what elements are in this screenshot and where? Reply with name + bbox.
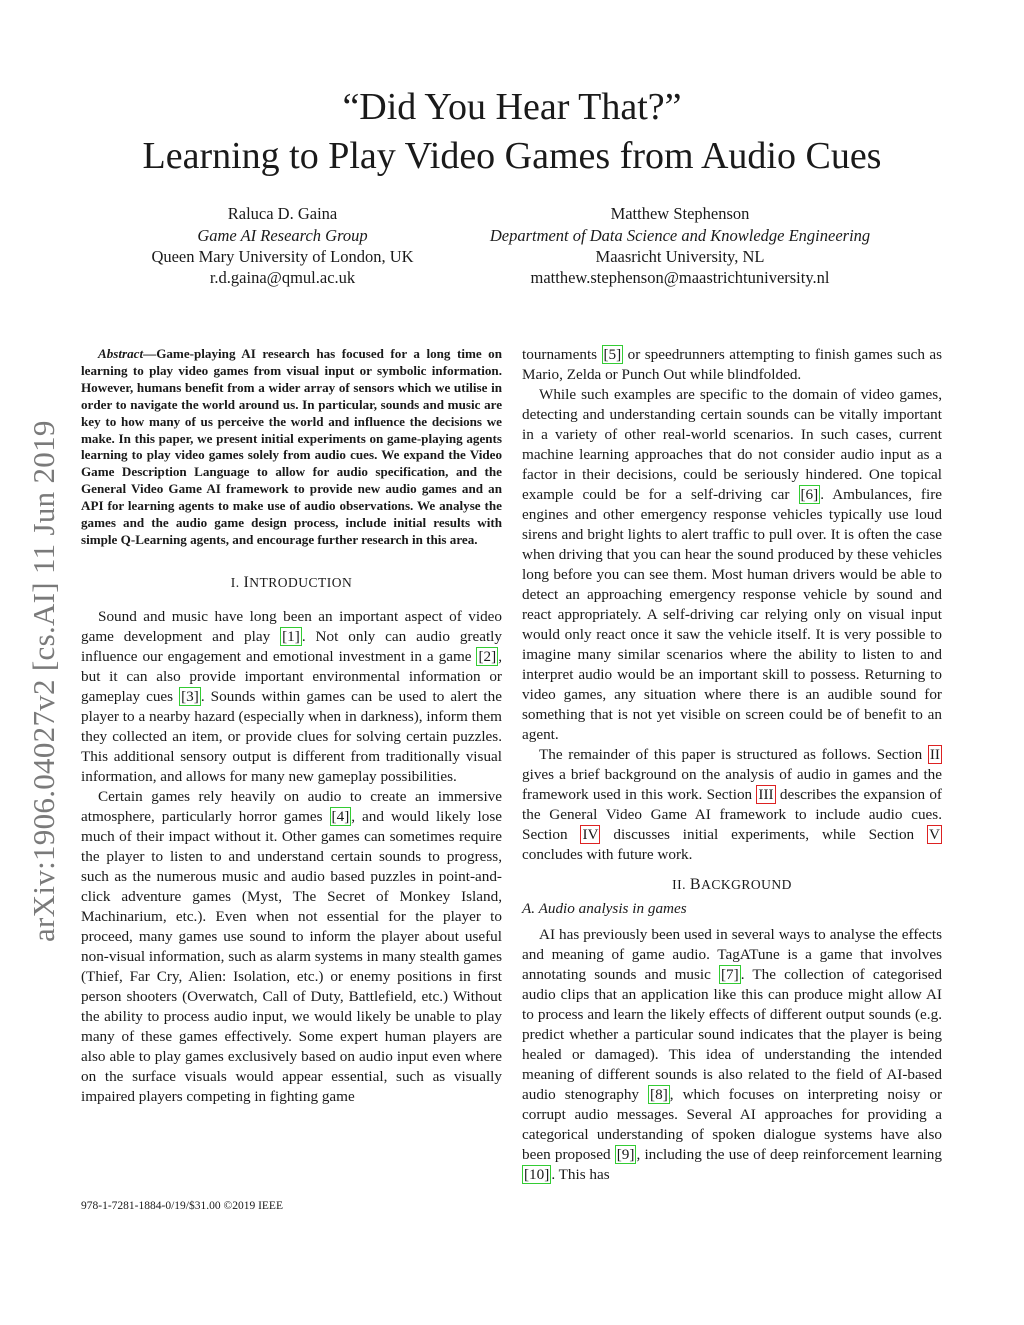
author-name: Raluca D. Gaina (227, 204, 338, 223)
paragraph-text: AI has previously been used in several ways to analyse the effects and meaning of game audio. TagATune is a game that involves annotating sounds and music (522, 926, 942, 983)
section-heading-introduction (81, 573, 502, 593)
paragraph-text: Certain games rely heavily on audio to create an immersive atmosphere, particularly horror games (81, 787, 502, 825)
author-email[interactable]: matthew.stephenson@maastrichtuniversity.nl (530, 268, 830, 287)
author-name: Matthew Stephenson (610, 204, 750, 223)
section-title-rest: ACKGROUND (701, 877, 792, 892)
author-email[interactable]: r.d.gaina@qmul.ac.uk (209, 268, 356, 287)
author-group: Game AI Research Group (197, 226, 368, 245)
intro-paragraph-3 (522, 385, 942, 745)
citation-link[interactable]: [8] (650, 1086, 668, 1103)
section-ref-link[interactable]: V (929, 826, 940, 843)
subsection-heading: A. Audio analysis in games (522, 900, 687, 917)
arxiv-identifier: arXiv:1906.04027v2 [cs.AI] 11 Jun 2019 (26, 420, 61, 942)
left-column (81, 346, 502, 1107)
intro-paragraph-2-continued (522, 345, 942, 385)
paragraph-text: , but it can also provide important environmental information or gameplay cues (81, 647, 502, 705)
citation-link[interactable]: [7] (720, 966, 739, 983)
citation-link[interactable]: [10] (524, 1166, 550, 1183)
background-paragraph-1 (522, 925, 942, 1185)
paragraph-text: concludes with future work. (522, 846, 693, 863)
paragraph-text: . The collection of categorised audio clips that an application like this can produce might allow AI to process and learn the likely effects of different output sounds (e.g. predict whether a particular sound indicates that the player is being healed or damaged). This idea of understanding the intended meaning of different sounds is also related to the field of AI-based audio stenography (522, 966, 942, 1103)
citation-link[interactable]: [5] (603, 346, 622, 363)
section-ref-link[interactable]: II (929, 746, 940, 763)
paragraph-text: discusses initial experiments, while Section (600, 826, 928, 843)
paragraph-text: . Ambulances, fire engines and other emergency response vehicles typically use loud sirens and bright lights to alert traffic to pull over. It is often the case when driving that you can hear the sound produced by these vehicles long before you can see them. Most human drivers would be able to detect an approaching emergency response vehicle by sound and react appropriately. A self-driving car relying only on visual input would only react once it saw the vehicle itself. It is very possible to imagine many similar scenarios where the ability to listen to and interpret audio would be an important skill to possess. Returning to video games, any situation where there is an audible sound for something that is not yet visible on screen could be of benefit to an agent. (522, 486, 942, 743)
paragraph-text: describes the expansion of the General Video Game AI framework to include audio cues. Section (522, 786, 942, 843)
author-affiliation: Maasricht University, NL (595, 247, 765, 266)
paper-title-line-2: Learning to Play Video Games from Audio Cues (142, 135, 882, 177)
intro-paragraph-2 (81, 787, 502, 1107)
copyright-footer: 978-1-7281-1884-0/19/$31.00 ©2019 IEEE (81, 1200, 283, 1212)
paragraph-text: Sound and music have long been an important aspect of video game development and play (81, 607, 502, 645)
intro-paragraph-1 (81, 607, 502, 787)
citation-link[interactable]: [6] (800, 486, 819, 503)
intro-paragraph-4 (522, 745, 942, 865)
section-number: II. (672, 877, 687, 892)
citation-link[interactable]: [1] (282, 627, 300, 645)
citation-link[interactable]: [2] (478, 647, 497, 665)
citation-link[interactable]: [9] (616, 1146, 635, 1163)
paragraph-text: gives a brief background on the analysis of audio in games and the framework used in this work. Section (522, 766, 942, 803)
paragraph-text: , including the use of deep reinforcement learning (636, 1146, 942, 1163)
abstract (81, 346, 502, 549)
paragraph-text: . Not only can audio greatly influence our engagement and emotional investment in a game (81, 627, 502, 665)
paragraph-text: . Sounds within games can be used to alert the player to a nearby hazard (especially when in darkness), inform them they collected an item, or provide clues for solving certain puzzles. This additional sensory output is different from traditionally visual information, and allows for many new gameplay possibilities. (81, 687, 502, 785)
author-block-2 (470, 203, 890, 288)
paragraph-text: , which focuses on interpreting noisy or corrupt audio messages. Several AI approaches for providing a categorical understanding of spoken dialogue systems have also been proposed (522, 1086, 943, 1163)
paragraph-text: or speedrunners attempting to finish games such as Mario, Zelda or Punch Out while blindfolded. (522, 346, 942, 383)
paragraph-text: tournaments (522, 346, 602, 363)
abstract-text: —Game-playing AI research has focused for a long time on learning to play video games from visual input or symbolic information. However, humans benefit from a wider array of sensors which we utilise in order to navigate the world around us. In particular, sounds and music are key to how many of us perceive the world and influence the decisions we make. In this paper, we present initial experiments on game-playing agents learning to play video games solely from audio cues. We expand the Video Game Description Language to allow for audio specification, and the General Video Game AI framework to provide new audio games and an API for learning agents to make use of audio observations. We analyse the games and the audio game design process, include initial results with simple Q-Learning agents, and encourage further research in this area. (81, 346, 502, 547)
section-number: I. (230, 574, 240, 590)
citation-link[interactable]: [4] (331, 807, 350, 825)
section-title-rest: NTRODUCTION (249, 574, 353, 590)
paragraph-text: The remainder of this paper is structured as follows. Section (539, 746, 928, 763)
section-ref-link[interactable]: IV (582, 826, 599, 843)
paragraph-text: While such examples are specific to the domain of video games, detecting and understanding certain sounds can be vitally important in a variety of other real-world scenarios. In such cases, current machine learning approaches that do not consider audio input as a factor in their decisions, could be seriously hindered. One topical example could be for a self-driving car (522, 386, 942, 503)
author-block-1 (130, 203, 435, 288)
paragraph-text: , and would likely lose much of their impact without it. Other games can sometimes require the player to listen to and understand certain sounds to progress, such as the numerous music and audio based puzzles in point-and-click adventure games (Myst, The Secret of Monkey Island, Machinarium, etc.). Even when not essential for the player to proceed, many games use sound to inform the player about useful non-visual information, such as alarm systems in many stealth games (Thief, Far Cry, Alien: Isolation, etc.) or enemy positions in first person shooters (Overwatch, Call of Duty, Battlefield, etc.) Without the ability to process audio input, we would likely be unable to play many of these games effectively. Some expert human players are also able to play games exclusively based on audio input even where on the surface visuals would appear essential, such as visually impaired players competing in fighting game (81, 807, 502, 1105)
section-heading-background (522, 875, 942, 895)
abstract-lead: Abstract (98, 346, 144, 361)
author-affiliation: Queen Mary University of London, UK (151, 247, 414, 266)
right-column (522, 345, 942, 1185)
paper-title-line-1: “Did You Hear That?” (342, 86, 682, 128)
section-title-initial: B (689, 876, 702, 893)
section-ref-link[interactable]: III (758, 786, 774, 803)
author-group: Department of Data Science and Knowledge Engineering (489, 226, 871, 245)
citation-link[interactable]: [3] (181, 687, 199, 705)
paragraph-text: . This has (551, 1166, 610, 1183)
section-title-initial: I (243, 573, 250, 591)
